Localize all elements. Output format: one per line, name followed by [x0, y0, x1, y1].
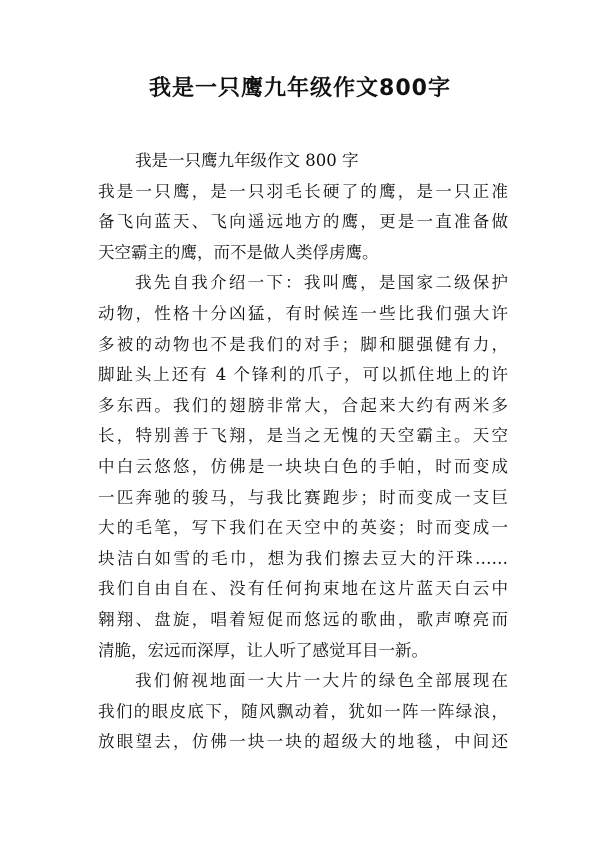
document-body [98, 146, 508, 758]
paragraph-line: 我们自由自在、没有任何拘束地在这片蓝天白云中 [98, 579, 508, 599]
paragraph-line: 我们俯视地面一大片一大片的绿色全部展现在 [135, 671, 508, 691]
paragraph-line: 中白云悠悠，仿佛是一块块白色的手帕，时而变成 [98, 456, 508, 476]
paragraph-line: 一匹奔驰的骏马，与我比赛跑步；时而变成一支巨 [98, 487, 508, 507]
paragraph-line: 我是一只鹰，是一只羽毛长硬了的鹰，是一只正准 [98, 181, 508, 201]
paragraph-line: 翱翔、盘旋，唱着短促而悠远的歌曲，歌声嘹亮而 [98, 609, 508, 629]
paragraph-line: 我们的眼皮底下，随风飘动着，犹如一阵一阵绿浪， [98, 701, 508, 721]
paragraph-line: 块洁白如雪的毛巾，想为我们擦去豆大的汗珠…… [98, 548, 508, 568]
paragraph-line: 脚趾头上还有 4 个锋利的爪子，可以抓住地上的许 [98, 365, 508, 385]
paragraph-line: 我先自我介绍一下：我叫鹰，是国家二级保护 [135, 273, 508, 293]
paragraph-line: 天空霸主的鹰，而不是做人类俘虏鹰。 [98, 242, 379, 262]
paragraph-line: 大的毛笔，写下我们在天空中的英姿；时而变成一 [98, 518, 508, 538]
paragraph-line: 清脆，宏远而深厚，让人听了感觉耳目一新。 [98, 640, 428, 660]
paragraph-line: 长，特别善于飞翔，是当之无愧的天空霸主。天空 [98, 426, 508, 446]
paragraph-line: 备飞向蓝天、飞向遥远地方的鹰，更是一直准备做 [98, 212, 508, 232]
paragraph-line: 动物，性格十分凶猛，有时候连一些比我们强大许 [98, 303, 508, 323]
paragraph-line: 放眼望去，仿佛一块一块的超级大的地毯，中间还 [98, 732, 508, 752]
paragraph-line: 多被的动物也不是我们的对手；脚和腿强健有力， [98, 334, 508, 354]
document-title: 我是一只鹰九年级作文800字 [149, 76, 451, 101]
paragraph-line: 多东西。我们的翅膀非常大，合起来大约有两米多 [98, 395, 508, 415]
paragraph-line: 我是一只鹰九年级作文 800 字 [135, 151, 359, 170]
